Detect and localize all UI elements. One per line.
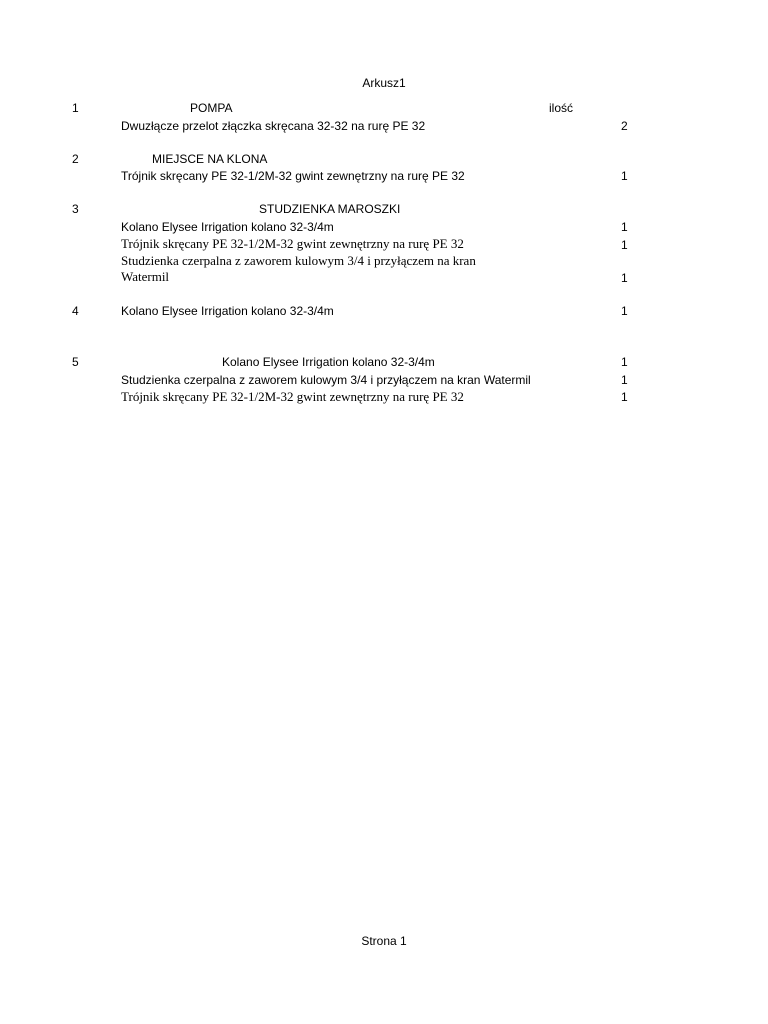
item-name: Dwuzłącze przelot złączka skręcana 32-32 na rurę PE 32 [121,119,426,133]
item-quantity: 1 [621,169,628,183]
item-quantity: 1 [621,271,628,285]
item-name-line1: Studzienka czerpalna z zaworem kulowym 3/4 i przyłączem na kran [121,253,476,268]
item-name: Kolano Elysee Irrigation kolano 32-3/4m [121,220,334,234]
group-title: POMPA [190,101,233,115]
group-number: 2 [72,152,79,166]
quantity-column-header: ilość [549,101,574,115]
item-quantity: 1 [621,390,628,404]
item-name: Kolano Elysee Irrigation kolano 32-3/4m [121,304,334,318]
group-title: STUDZIENKA MAROSZKI [259,202,401,216]
item-quantity: 1 [621,304,628,318]
item-quantity: 1 [621,373,628,387]
item-quantity: 1 [621,220,628,234]
item-name: Studzienka czerpalna z zaworem kulowym 3/4 i przyłączem na kran Watermil [121,373,531,387]
page-footer: Strona 1 [361,934,407,948]
group-title: MIEJSCE NA KLONA [152,152,268,166]
group-number: 5 [72,355,79,369]
sheet-title: Arkusz1 [362,76,406,90]
group-number: 1 [72,101,79,115]
group-number: 3 [72,202,79,216]
item-name-line2: Watermil [121,269,170,284]
item-name: Kolano Elysee Irrigation kolano 32-3/4m [222,355,435,369]
item-name: Trójnik skręcany PE 32-1/2M-32 gwint zewnętrzny na rurę PE 32 [121,169,465,183]
item-quantity: 1 [621,355,628,369]
item-name: Trójnik skręcany PE 32-1/2M-32 gwint zewnętrzny na rurę PE 32 [121,236,464,251]
item-quantity: 2 [621,119,628,133]
item-quantity: 1 [621,238,628,252]
item-name: Trójnik skręcany PE 32-1/2M-32 gwint zewnętrzny na rurę PE 32 [121,389,464,404]
group-number: 4 [72,304,79,318]
